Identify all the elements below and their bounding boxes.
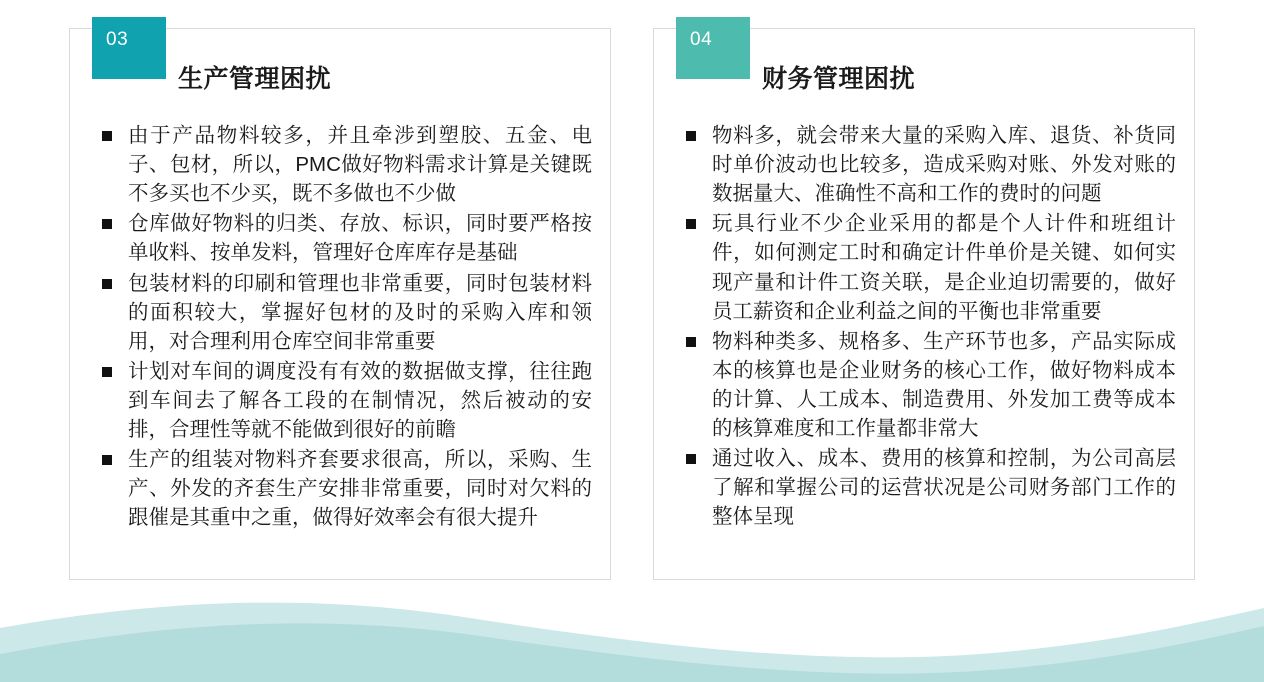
bullet-text: 包装材料的印刷和管理也非常重要，同时包装材料的面积较大，掌握好包材的及时的采购入库和领用，对合理利用仓库空间非常重要 <box>128 271 592 353</box>
bullet-text: 玩具行业不少企业采用的都是个人计件和班组计件，如何测定工时和确定计件单价是关键、如何实现产量和计件工资关联，是企业迫切需要的，做好员工薪资和企业利益之间的平衡也非常重要 <box>712 212 1176 323</box>
bullet-list-finance <box>680 121 1176 533</box>
list-item <box>96 209 592 267</box>
list-item <box>96 269 592 356</box>
bullet-text: 由于产品物料较多，并且牵涉到塑胶、五金、电子、包材，所以，PMC做好物料需求计算是关键既不多买也不少买，既不多做也不少做 <box>128 124 592 206</box>
bullet-text: 物料多，就会带来大量的采购入库、退货、补货同时单价波动也比较多，造成采购对账、外发对账的数据量大、准确性不高和工作的费时的问题 <box>712 124 1176 206</box>
bullet-list-production <box>96 121 592 534</box>
bullet-text: 计划对车间的调度没有有效的数据做支撑，往往跑到车间去了解各工段的在制情况，然后被动的安排，合理性等就不能做到很好的前瞻 <box>128 359 592 442</box>
bullet-text: 生产的组装对物料齐套要求很高，所以，采购、生产、外发的齐套生产安排非常重要，同时对欠料的跟催是其重中之重，做得好效率会有很大提升 <box>128 448 592 530</box>
bullet-text: 物料种类多、规格多、生产环节也多，产品实际成本的核算也是企业财务的核心工作，做好物料成本的计算、人工成本、制造费用、外发加工费等成本的核算难度和工作量都非常大 <box>712 329 1176 441</box>
list-item <box>96 445 592 532</box>
bullet-text: 仓库做好物料的归类、存放、标识，同时要严格按单收料、按单发料，管理好仓库库存是基础 <box>128 212 592 265</box>
card-number-label: 04 <box>690 29 713 50</box>
card-number-badge-04 <box>676 17 750 79</box>
card-title-production: 生产管理困扰 <box>178 65 332 93</box>
card-production <box>69 28 611 580</box>
card-title-finance: 财务管理困扰 <box>762 65 916 93</box>
card-number-badge-03 <box>92 17 166 79</box>
decorative-wave <box>0 592 1264 682</box>
card-finance <box>653 28 1195 580</box>
bullet-text: 通过收入、成本、费用的核算和控制，为公司高层了解和掌握公司的运营状况是公司财务部门工作的整体呈现 <box>712 447 1176 529</box>
list-item <box>680 444 1176 531</box>
list-item <box>680 121 1176 208</box>
list-item <box>680 327 1176 443</box>
list-item <box>680 209 1176 325</box>
card-number-label: 03 <box>106 29 129 50</box>
list-item <box>96 357 592 444</box>
list-item <box>96 121 592 208</box>
